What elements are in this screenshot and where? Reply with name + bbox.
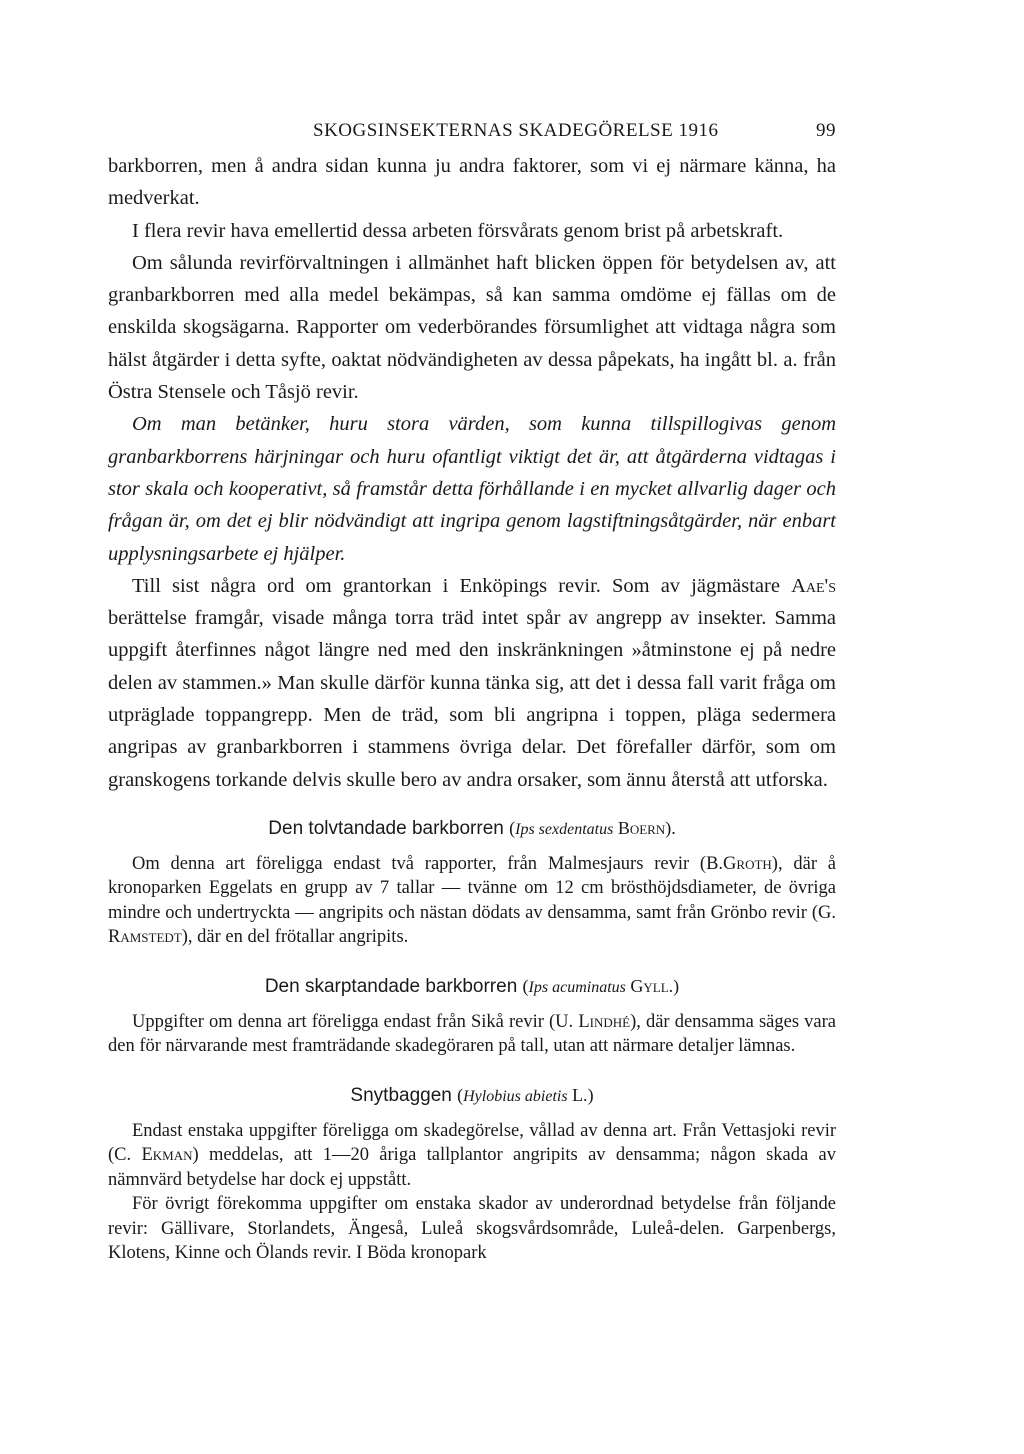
section-2-text: Uppgifter om denna art föreliggа endast från Sikå revir (U. Lindhé), där densamma säges vara den för närvarande mest framträdande skadegöraren på tall, utan att närmare detaljer lämnas. — [108, 1011, 836, 1057]
page-header — [108, 120, 836, 150]
paragraph-4-italic: Om man betänker, huru stora värden, som kunna tillspillogivas genom granbarkborrens härjningar och huru ofantligt viktigt det är, att åtgärderna vidtagas i stor skala och kooperativt, så framstår detta förhållande i en mycket allvarlig dager och frågan är, om det ej blir nödvändigt att ingripa genom lagstiftningsåtgärder, när enbart upplysningsarbete ej hjälper. — [108, 413, 836, 565]
section-3-text-2: För övrigt förekomma uppgifter om enstaka skador av underordnad betydelse från följande revir: Gällivare, Storlandets, Ängeså, Luleå skogsvårdsområde, Luleå-delen. Garpenbergs, Klotens, Kinne och Ölands revir. I Böda kronopark — [108, 1194, 836, 1264]
person-name: Aae's — [791, 574, 837, 597]
running-title: SKOGSINSEKTERNAS SKADEGÖRELSE 1916 — [313, 120, 719, 141]
section-1-author: Boern — [617, 817, 666, 838]
section-1-name-2: Ramstedt — [108, 927, 182, 948]
section-heading-3 — [108, 1081, 836, 1111]
section-1-name-1: Groth — [723, 853, 772, 874]
section-heading-1 — [108, 814, 836, 844]
section-1-text: Om denna art föreliggа endast två rapporter, från Malmesjaurs revir (B.Groth), där å kronoparken Eggelats en grupp av 7 tallar — tvänne om 12 cm brösthöjdsdiameter, de övriga mindre och undertryckta — angripits och nästan dödats av densamma, samt från Grönbo revir (G. Ramstedt), där en del frötallar angripits. — [108, 853, 836, 948]
section-3-species: Hylobius abietis — [463, 1087, 568, 1105]
paragraph-3: Om sålunda revirförvaltningen i allmänhet haft blicken öppen för betydelsen av, att granbarkborren med alla medel bekämpas, så kan samma omdöme ej fällas om de enskilda skogsägarna. Rapporter om vederbörandes försumlighet att vidtaga några som hälst åtgärder i detta syfte, oaktat nödvändigheten av dessa påpekats, ha ingått bl. a. från Östra Stensele och Tåsjö revir. — [108, 251, 836, 404]
section-2-name-1: Lindhé — [578, 1011, 631, 1032]
section-2-species: Ips acuminatus — [528, 978, 626, 996]
section-1-species: Ips sexdentatus — [515, 820, 614, 838]
section-heading-2 — [108, 972, 836, 1002]
document-page — [108, 120, 836, 1266]
page-number: 99 — [816, 120, 836, 141]
paragraph-5 — [108, 570, 836, 796]
paragraph-5-part-b: berättelse framgår, visade många torra träd intet spår av angrepp av insekter. Samma uppgift återfinnes något längre ned med den inskränkningen »åtminstone ej på nedre delen av stammen.» Man skulle därför kunna tänka sig, att det i dessa fall varit fråga om utpräglade toppangrepp. Men de träd, som bli angripna i toppen, pläga sedermera angripas av granbarkborren i stammens övriga delar. Det förefaller därför, som om granskogens torkande delvis skulle bero av andra orsaker, som ännu återstå att utforska. — [108, 607, 836, 791]
section-2-taxon: (Ips acuminatus Gyll.) — [522, 975, 680, 996]
section-3-taxon: (Hylobius abietis L.) — [457, 1084, 594, 1105]
section-3-text-1: Endast enstaka uppgifter föreliggа om skadegörelse, vållad av denna art. Från Vettasjoki revir (C. Ekman) meddelas, att 1—20 åriga tallplantor angripits av densamma; någon skada av nämnvärd betydelse har dock ej uppstått. — [108, 1120, 836, 1190]
section-3-title: Snytbaggen — [350, 1084, 452, 1106]
section-2-title: Den skarptandade barkborren — [264, 975, 518, 997]
section-2-author: Gyll. — [630, 975, 674, 996]
paragraph-1: barkborren, men å andra sidan kunna ju andra faktorer, som vi ej närmare känna, ha medverkat. — [108, 155, 836, 210]
section-1-title: Den tolvtandade barkborren — [268, 817, 504, 839]
section-3-name-1: Ekman — [141, 1145, 193, 1166]
section-1-taxon: (Ips sexdentatus Boern). — [509, 817, 676, 838]
paragraph-2: I flera revir hava emellertid dessa arbeten försvårats genom brist på arbetskraft. — [132, 219, 784, 242]
paragraph-5-part-a: Till sist några ord om grantorkan i Enköpings revir. Som av jägmästare — [132, 574, 780, 597]
section-3-author: L. — [572, 1084, 588, 1105]
